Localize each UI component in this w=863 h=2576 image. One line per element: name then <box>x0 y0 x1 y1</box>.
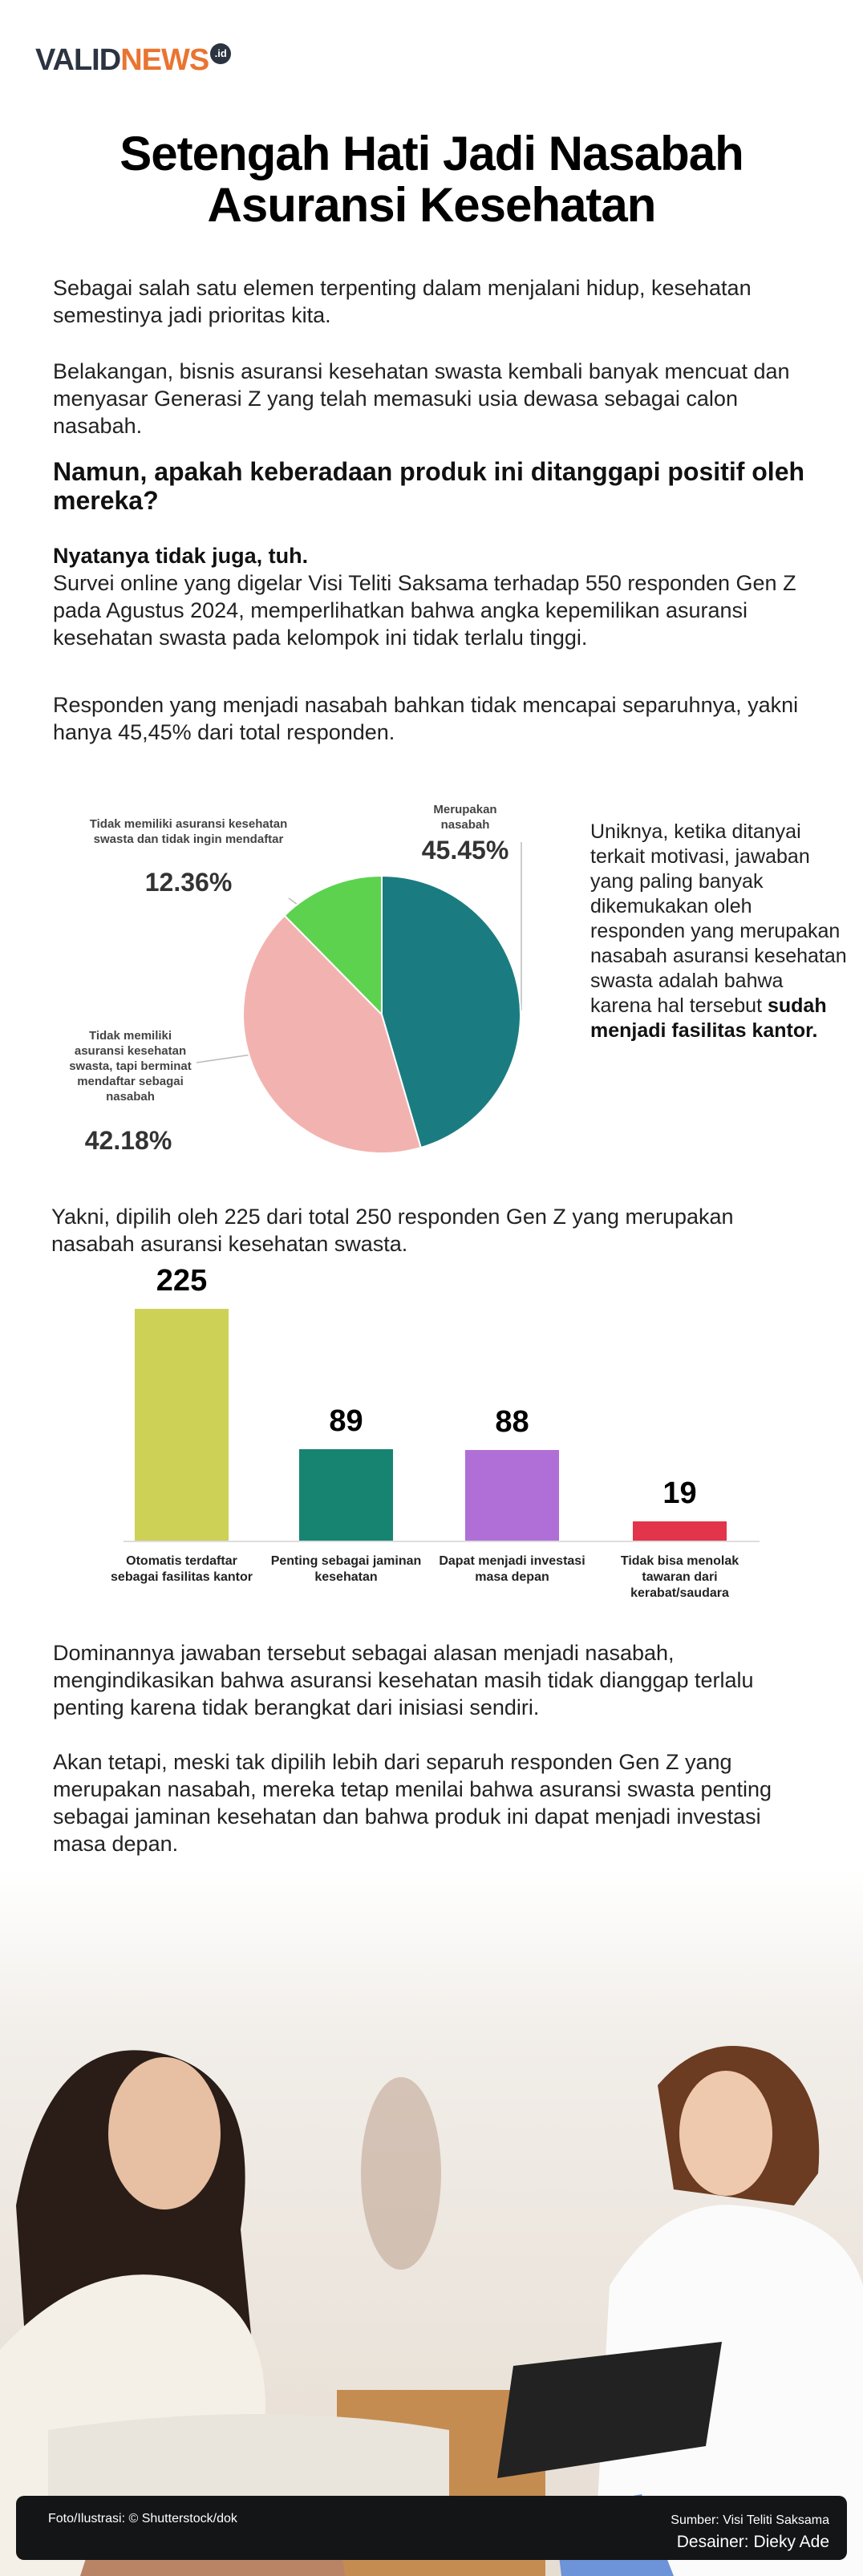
designer: Desainer: Dieky Ade <box>676 2533 829 2551</box>
photo-credit: Foto/Ilustrasi: © Shutterstock/dok <box>48 2512 237 2525</box>
footer-bar <box>16 2496 847 2560</box>
bar-chart <box>0 1251 863 1620</box>
source: Sumber: Visi Teliti Saksama <box>671 2513 829 2527</box>
outro-paragraph-1: Dominannya jawaban tersebut sebagai alasan menjadi nasabah, mengindikasikan bahwa asuransi kesehatan masih tidak dianggap terlalu penting karena tidak berangkat dari inisiasi sendiri. <box>53 1641 754 1719</box>
bar-value-3: 19 <box>662 1476 697 1510</box>
pie-label-tidak-ingin: Tidak memiliki asuransi kesehatan swasta dan tidak ingin mendaftar <box>89 817 288 846</box>
logo-suffix: .id <box>210 43 231 64</box>
motivation-text-normal: Uniknya, ketika ditanyai terkait motivasi, jawaban yang paling banyak dikemukakan oleh responden yang merupakan nasabah asuransi kesehatan swasta adalah bahwa karena hal tersebut <box>590 820 847 1017</box>
pie-value-nasabah: 45.45% <box>421 836 509 865</box>
outro-paragraph-2: Akan tetapi, meski tak dipilih lebih dari separuh responden Gen Z yang merupakan nasabah, mereka tetap menilai bahwa asuransi swasta penting sebagai jaminan kesehatan dan bahwa produk ini dapat menjadi investasi masa depan. <box>53 1750 772 1856</box>
bar-value-0: 225 <box>156 1264 208 1298</box>
x-axis-line <box>124 1541 760 1542</box>
validnews-logo <box>35 43 231 78</box>
motivation-text-bold: sudah menjadi fasilitas kantor. <box>590 994 827 1042</box>
respondent-paragraph: Responden yang menjadi nasabah bahkan tidak mencapai separuhnya, yakni hanya 45,45% dari total responden. <box>53 693 799 744</box>
bar-value-1: 89 <box>329 1403 363 1438</box>
bar-category-1: Penting sebagai jaminan kesehatan <box>270 1554 422 1584</box>
question-heading: Namun, apakah keberadaan produk ini ditanggapi positif oleh mereka? <box>53 457 805 515</box>
bar-2 <box>465 1450 559 1541</box>
logo-part2: NEWS <box>120 43 209 77</box>
title-line1: Setengah Hati Jadi Nasabah <box>120 127 743 180</box>
logo-part1: VALID <box>35 43 121 77</box>
survey-paragraph: Survei online yang digelar Visi Teliti Saksama terhadap 550 responden Gen Z pada Agustus 2024, memperlihatkan bahwa angka kepemilikan asuransi kesehatan swasta pada kelompok ini tidak terlalu tinggi. <box>53 571 796 650</box>
bar-intro: Yakni, dipilih oleh 225 dari total 250 responden Gen Z yang merupakan nasabah asuransi kesehatan swasta. <box>51 1205 734 1256</box>
bar-3 <box>633 1521 727 1541</box>
intro-paragraph-2: Belakangan, bisnis asuransi kesehatan swasta kembali banyak mencuat dan menyasar Generasi Z yang telah memasuki usia dewasa sebagai calon nasabah. <box>53 359 790 438</box>
bar-category-0: Otomatis terdaftar sebagai fasilitas kantor <box>111 1554 253 1584</box>
pie-label-nasabah: Merupakan nasabah <box>433 803 497 832</box>
answer-bold: Nyatanya tidak juga, tuh. <box>53 544 309 568</box>
illustration-photo <box>0 1869 863 2576</box>
bar-0 <box>135 1309 229 1541</box>
motivation-text <box>590 820 847 1043</box>
title-line2: Asuransi Kesehatan <box>207 178 656 232</box>
bar-1 <box>299 1449 393 1541</box>
page-title <box>0 128 863 231</box>
pie-value-tidak-ingin: 12.36% <box>144 868 233 897</box>
pie-label-berminat: Tidak memiliki asuransi kesehatan swasta, tapi berminat mendaftar sebagai nasabah <box>69 1029 192 1104</box>
intro-paragraph-1: Sebagai salah satu elemen terpenting dalam menjalani hidup, kesehatan semestinya jadi prioritas kita. <box>53 276 752 327</box>
pie-value-berminat: 42.18% <box>84 1126 172 1155</box>
bar-value-2: 88 <box>495 1404 529 1439</box>
bar-category-2: Dapat menjadi investasi masa depan <box>439 1554 585 1584</box>
bar-category-3: Tidak bisa menolak tawaran dari kerabat/saudara <box>620 1554 739 1600</box>
